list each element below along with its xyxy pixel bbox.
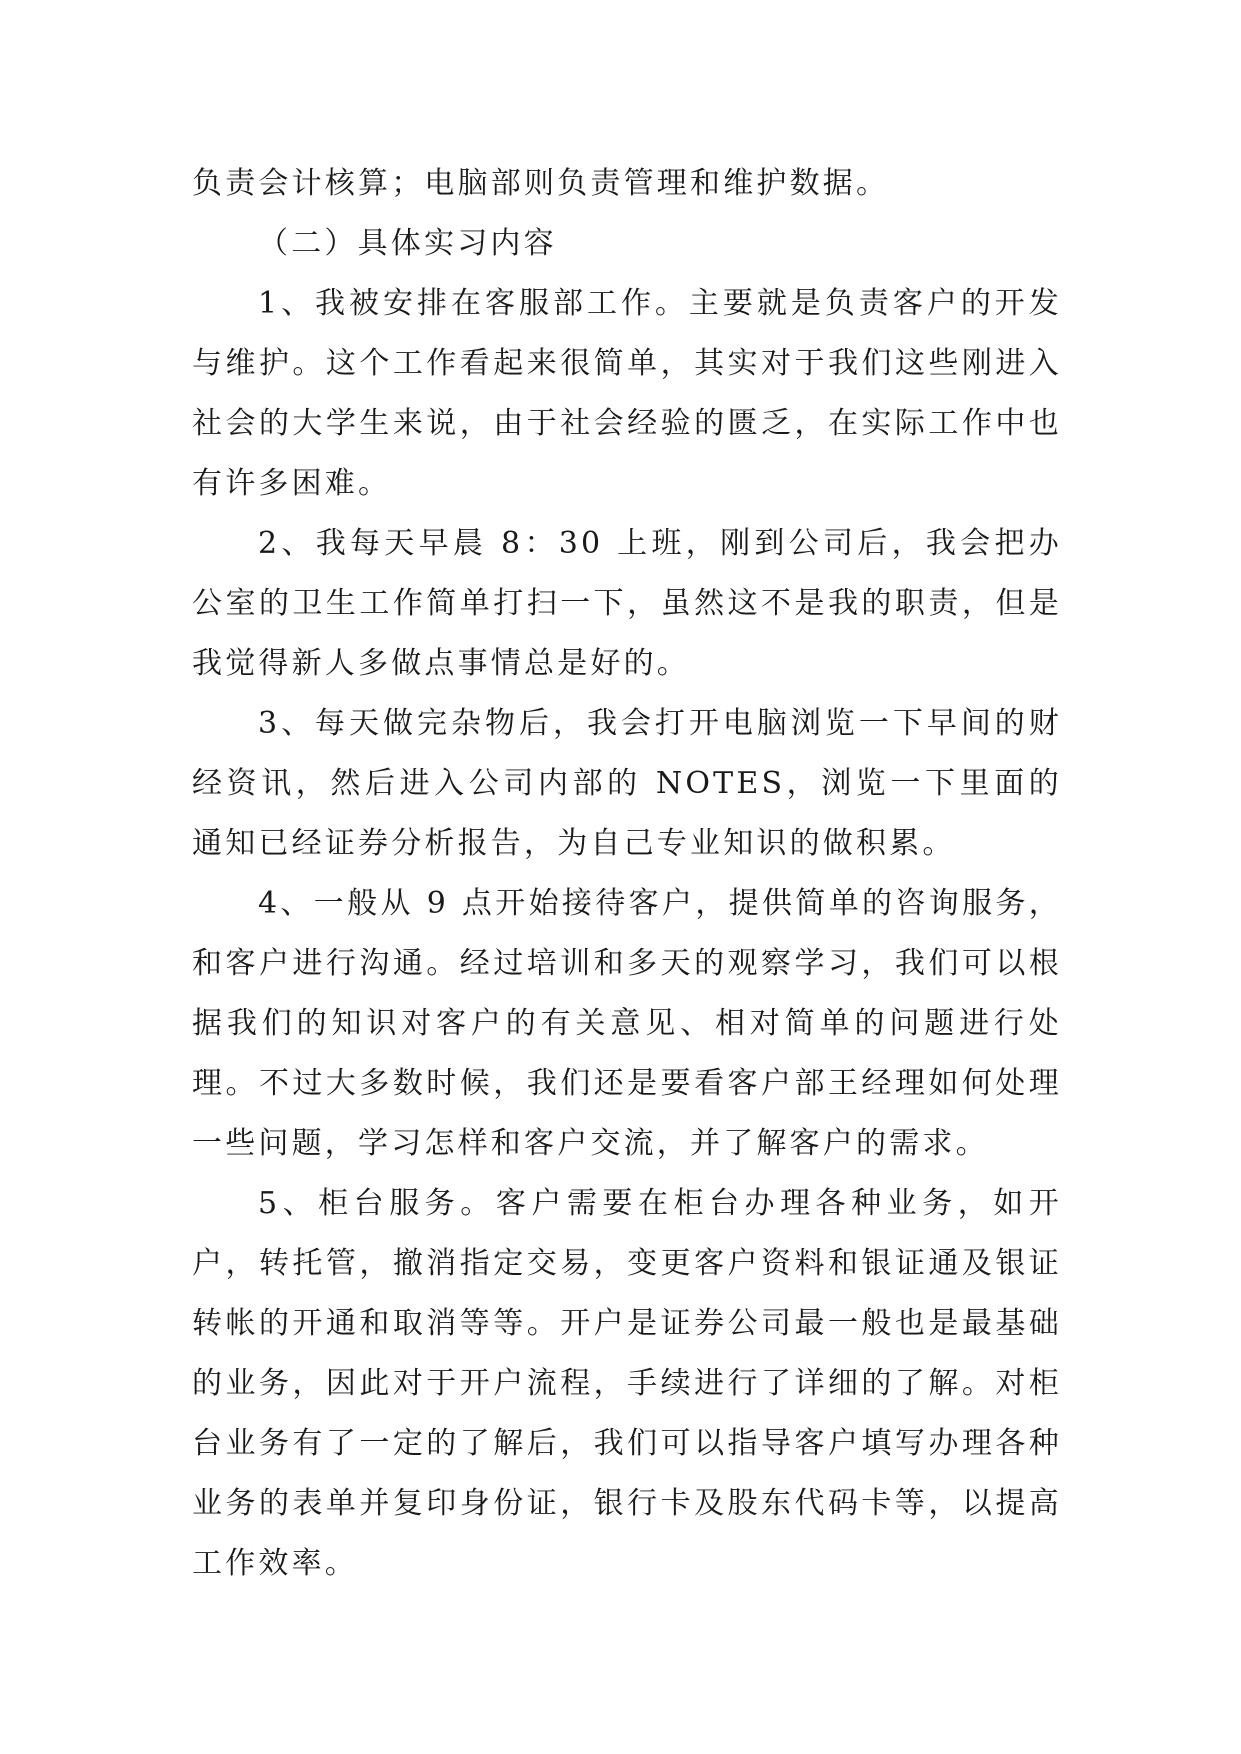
item-paragraph-5: 5、柜台服务。客户需要在柜台办理各种业务，如开户，转托管，撤消指定交易，变更客户资料和银证通及银证转帐的开通和取消等等。开户是证券公司最一般也是最基础的业务，因此对于开户流程，手续进行了详细的了解。对柜台业务有了一定的了解后，我们可以指导客户填写办理各种业务的表单并复印身份证，银行卡及股东代码卡等，以提高工作效率。: [192, 1186, 1062, 1581]
continuation-paragraph: 负责会计核算；电脑部则负责管理和维护数据。: [192, 166, 890, 201]
item-paragraph-2: 2、我每天早晨 8：30 上班，刚到公司后，我会把办公室的卫生工作简单打扫一下，虽然这不是我的职责，但是我觉得新人多做点事情总是好的。: [192, 526, 1062, 681]
item-paragraph-1: 1、我被安排在客服部工作。主要就是负责客户的开发与维护。这个工作看起来很简单，其实对于我们这些刚进入社会的大学生来说，由于社会经验的匮乏，在实际工作中也有许多困难。: [192, 286, 1062, 501]
document-body: [192, 154, 1062, 1594]
item-paragraph-3: 3、每天做完杂物后，我会打开电脑浏览一下早间的财经资讯，然后进入公司内部的 NOTES，浏览一下里面的通知已经证券分析报告，为自己专业知识的做积累。: [192, 706, 1062, 861]
section-heading: （二）具体实习内容: [258, 226, 557, 261]
item-paragraph-4: 4、一般从 9 点开始接待客户，提供简单的咨询服务，和客户进行沟通。经过培训和多天的观察学习，我们可以根据我们的知识对客户的有关意见、相对简单的问题进行处理。不过大多数时候，我们还是要看客户部王经理如何处理一些问题，学习怎样和客户交流，并了解客户的需求。: [192, 886, 1062, 1161]
